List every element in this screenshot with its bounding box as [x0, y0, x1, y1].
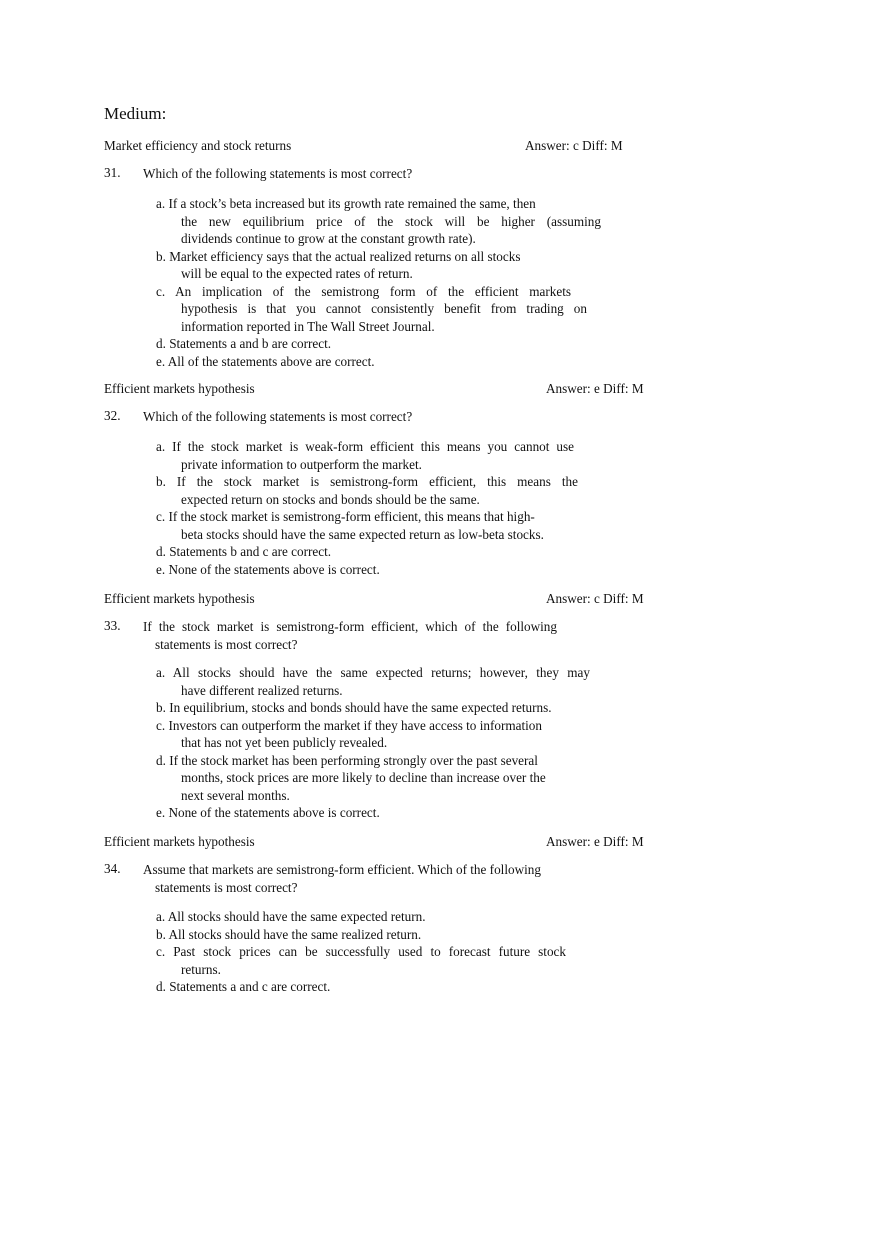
option-b [156, 699, 590, 717]
options-list [156, 664, 590, 822]
option-line: b. If the stock market is semistrong-form efficient, this means the [156, 474, 578, 489]
question-topic: Efficient markets hypothesis [104, 591, 255, 606]
option-d [156, 335, 601, 353]
question-stem [143, 861, 541, 896]
option-c [156, 508, 576, 543]
answer-label: Answer: c Diff: M [525, 138, 623, 153]
option-line: dividends continue to grow at the constant growth rate). [181, 231, 476, 246]
option-line: private information to outperform the market. [181, 456, 422, 472]
option-line: d. Statements a and b are correct. [156, 336, 332, 351]
option-line: a. If a stock’s beta increased but its growth rate remained the same, then [156, 196, 536, 211]
option-line: the new equilibrium price of the stock will be higher (assuming [181, 213, 601, 229]
option-line: hypothesis is that you cannot consistently benefit from trading on [181, 301, 587, 316]
question-topic: Efficient markets hypothesis [104, 834, 255, 849]
option-d [156, 543, 576, 561]
question-stem [143, 165, 412, 183]
question-number: 31. [104, 165, 121, 180]
option-line: e. All of the statements above are correct. [156, 353, 375, 369]
option-e [156, 561, 576, 579]
option-line: d. Statements b and c are correct. [156, 544, 332, 559]
section-title: Medium: [104, 104, 167, 123]
option-line: next several months. [181, 787, 290, 803]
option-line: c. Investors can outperform the market if they have access to information [156, 717, 542, 733]
option-a [156, 908, 566, 926]
option-c [156, 717, 590, 752]
options-list [156, 908, 566, 996]
options-list [156, 195, 601, 370]
stem-line: statements is most correct? [155, 636, 298, 652]
option-e [156, 353, 601, 371]
option-line: e. None of the statements above is correct. [156, 561, 380, 577]
option-line: b. All stocks should have the same realized return. [156, 926, 422, 942]
option-a [156, 195, 601, 248]
stem-line: If the stock market is semistrong-form efficient, which of the following [143, 619, 557, 634]
option-line: will be equal to the expected rates of return. [181, 266, 413, 281]
stem-line: Which of the following statements is most correct? [143, 409, 413, 424]
option-d [156, 978, 566, 996]
stem-line: statements is most correct? [155, 879, 298, 895]
option-line: c. An implication of the semistrong form of the efficient markets [156, 283, 571, 299]
option-line: b. In equilibrium, stocks and bonds should have the same expected returns. [156, 700, 552, 715]
option-line: c. If the stock market is semistrong-form efficient, this means that high- [156, 509, 535, 524]
option-line: have different realized returns. [181, 682, 343, 698]
question-stem [143, 408, 412, 426]
option-line: b. Market efficiency says that the actual realized returns on all stocks [156, 248, 521, 264]
option-line: a. All stocks should have the same expected return. [156, 909, 426, 924]
options-list [156, 438, 576, 578]
option-d [156, 752, 590, 805]
question-number: 34. [104, 861, 121, 876]
option-line: a. All stocks should have the same expected returns; however, they may [156, 665, 590, 680]
answer-label: Answer: e Diff: M [546, 381, 644, 396]
option-a [156, 664, 590, 699]
option-line: returns. [181, 961, 221, 977]
question-number: 32. [104, 408, 121, 423]
option-line: d. If the stock market has been performing strongly over the past several [156, 752, 538, 768]
option-c [156, 943, 566, 978]
option-line: d. Statements a and c are correct. [156, 979, 331, 994]
answer-label: Answer: c Diff: M [546, 591, 644, 606]
option-line: a. If the stock market is weak-form efficient this means you cannot use [156, 439, 574, 454]
question-stem [143, 618, 557, 653]
option-a [156, 438, 576, 473]
question-number: 33. [104, 618, 121, 633]
option-line: that has not yet been publicly revealed. [181, 735, 388, 750]
option-line: e. None of the statements above is correct. [156, 805, 380, 820]
option-b [156, 926, 566, 944]
option-line: months, stock prices are more likely to decline than increase over the [181, 770, 546, 785]
option-e [156, 804, 590, 822]
option-line: c. Past stock prices can be successfully used to forecast future stock [156, 944, 566, 959]
option-line: beta stocks should have the same expected return as low-beta stocks. [181, 526, 544, 542]
option-c [156, 283, 601, 336]
stem-line: Assume that markets are semistrong-form efficient. Which of the following [143, 862, 541, 877]
question-topic: Market efficiency and stock returns [104, 138, 292, 153]
stem-line: Which of the following statements is most correct? [143, 166, 413, 181]
question-topic: Efficient markets hypothesis [104, 381, 255, 396]
answer-label: Answer: e Diff: M [546, 834, 644, 849]
option-line: information reported in The Wall Street Journal. [181, 318, 435, 334]
option-b [156, 473, 576, 508]
option-line: expected return on stocks and bonds should be the same. [181, 491, 480, 507]
option-b [156, 248, 601, 283]
